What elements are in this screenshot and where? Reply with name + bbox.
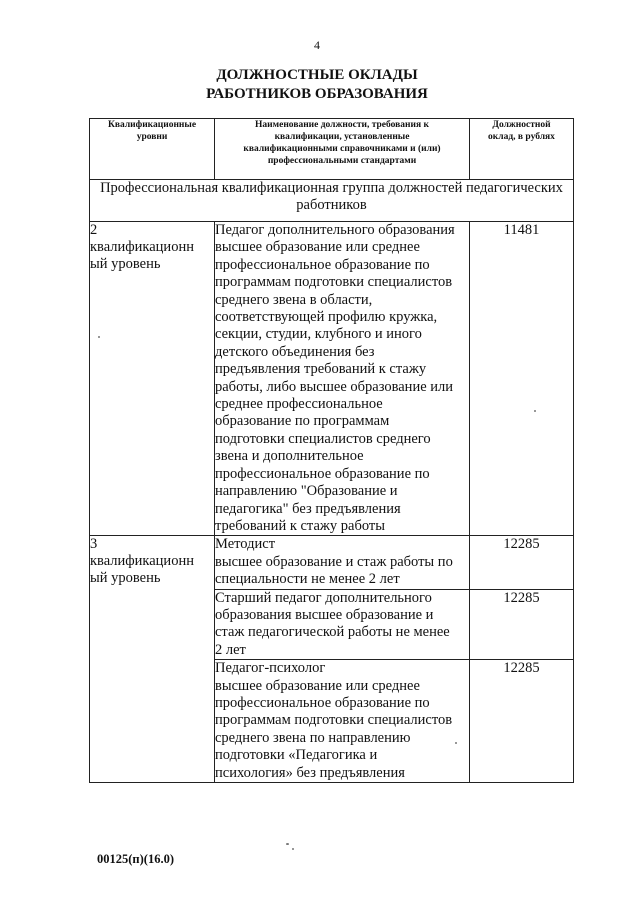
- position-text-line: высшее образование и стаж работы по: [215, 553, 453, 570]
- scan-speck: [98, 336, 100, 338]
- position-text-line: профессиональное образование по: [215, 465, 430, 482]
- group-title-row: [90, 180, 574, 222]
- position-text-line: подготовки специалистов среднего: [215, 430, 431, 447]
- position-text-line: секции, студии, клубного и иного: [215, 326, 422, 343]
- page-number: 4: [314, 38, 320, 52]
- salary-table: [89, 118, 574, 783]
- position-requirements: [215, 660, 470, 783]
- qualification-level-line: ый уровень: [90, 256, 161, 272]
- position-text-line: требований к стажу работы: [215, 517, 385, 534]
- position-text-line: соответствующей профилю кружка,: [215, 309, 438, 326]
- scan-speck: [292, 848, 294, 850]
- position-text-line: подготовки «Педагогика и: [215, 747, 378, 764]
- salary-value: 12285: [470, 589, 574, 660]
- group-title: Профессиональная квалификационная группа должностей педагогических работников: [90, 180, 574, 222]
- position-text-line: 2 лет: [215, 641, 246, 658]
- position-requirements: [215, 222, 470, 536]
- position-text-line: высшее образование или среднее: [215, 677, 420, 694]
- table-row: [90, 222, 574, 536]
- position-text-line: программам подготовки специалистов: [215, 712, 453, 729]
- document-title: [0, 66, 634, 104]
- header-position-requirements: Наименование должности, требования к квалификации, установленные квалификационными справочниками и (или) профессиональными стандартами: [215, 119, 470, 180]
- header-levels: Квалификационные уровни: [90, 119, 215, 180]
- qualification-level-line: квалификационн: [90, 553, 194, 570]
- scan-speck: [455, 742, 457, 744]
- table-header-row: [90, 119, 574, 180]
- title-line: РАБОТНИКОВ ОБРАЗОВАНИЯ: [206, 86, 428, 102]
- salary-value: 12285: [470, 536, 574, 589]
- position-text-line: высшее образование или среднее: [215, 239, 420, 256]
- position-text-line: профессиональное образование по: [215, 256, 430, 273]
- title-line: ДОЛЖНОСТНЫЕ ОКЛАДЫ: [216, 67, 418, 83]
- position-text-line: программам подготовки специалистов: [215, 274, 453, 291]
- position-text-line: направлению "Образование и: [215, 483, 398, 500]
- position-text-line: Педагог-психолог: [215, 660, 326, 677]
- qualification-level-line: ый уровень: [90, 570, 161, 587]
- position-text-line: звена и дополнительное: [215, 448, 364, 465]
- position-requirements: [215, 589, 470, 660]
- position-text-line: предъявления требований к стажу: [215, 361, 427, 378]
- qualification-level: [90, 222, 215, 536]
- position-text-line: специальности не менее 2 лет: [215, 571, 400, 588]
- qualification-level-line: 2: [90, 222, 98, 238]
- position-text-line: профессиональное образование по: [215, 694, 430, 711]
- position-text-line: среднего звена по направлению: [215, 729, 411, 746]
- position-requirements: [215, 536, 470, 589]
- qualification-level-line: 3: [90, 536, 98, 553]
- position-text-line: психология» без предъявления: [215, 764, 405, 781]
- position-text-line: детского объединения без: [215, 343, 375, 360]
- position-text-line: Методист: [215, 536, 276, 553]
- position-text-line: Старший педагог дополнительного: [215, 589, 432, 606]
- table-row: [90, 536, 574, 589]
- salary-value: 11481: [470, 222, 574, 536]
- position-text-line: образование по программам: [215, 413, 390, 430]
- header-salary: Должностной оклад, в рублях: [470, 119, 574, 180]
- qualification-level-line: квалификационн: [90, 239, 194, 255]
- position-text-line: Педагог дополнительного образования: [215, 222, 455, 238]
- qualification-level: [90, 536, 215, 783]
- position-text-line: стаж педагогической работы не менее: [215, 624, 450, 641]
- scan-speck: [286, 843, 289, 845]
- scan-speck: [534, 410, 536, 412]
- position-text-line: среднее профессиональное: [215, 396, 383, 413]
- footer-document-code: 00125(п)(16.0): [97, 852, 174, 866]
- salary-value: 12285: [470, 660, 574, 783]
- position-text-line: образования высшее образование и: [215, 606, 434, 623]
- position-text-line: работы, либо высшее образование или: [215, 378, 454, 395]
- position-text-line: среднего звена в области,: [215, 291, 373, 308]
- position-text-line: педагогика" без предъявления: [215, 500, 401, 517]
